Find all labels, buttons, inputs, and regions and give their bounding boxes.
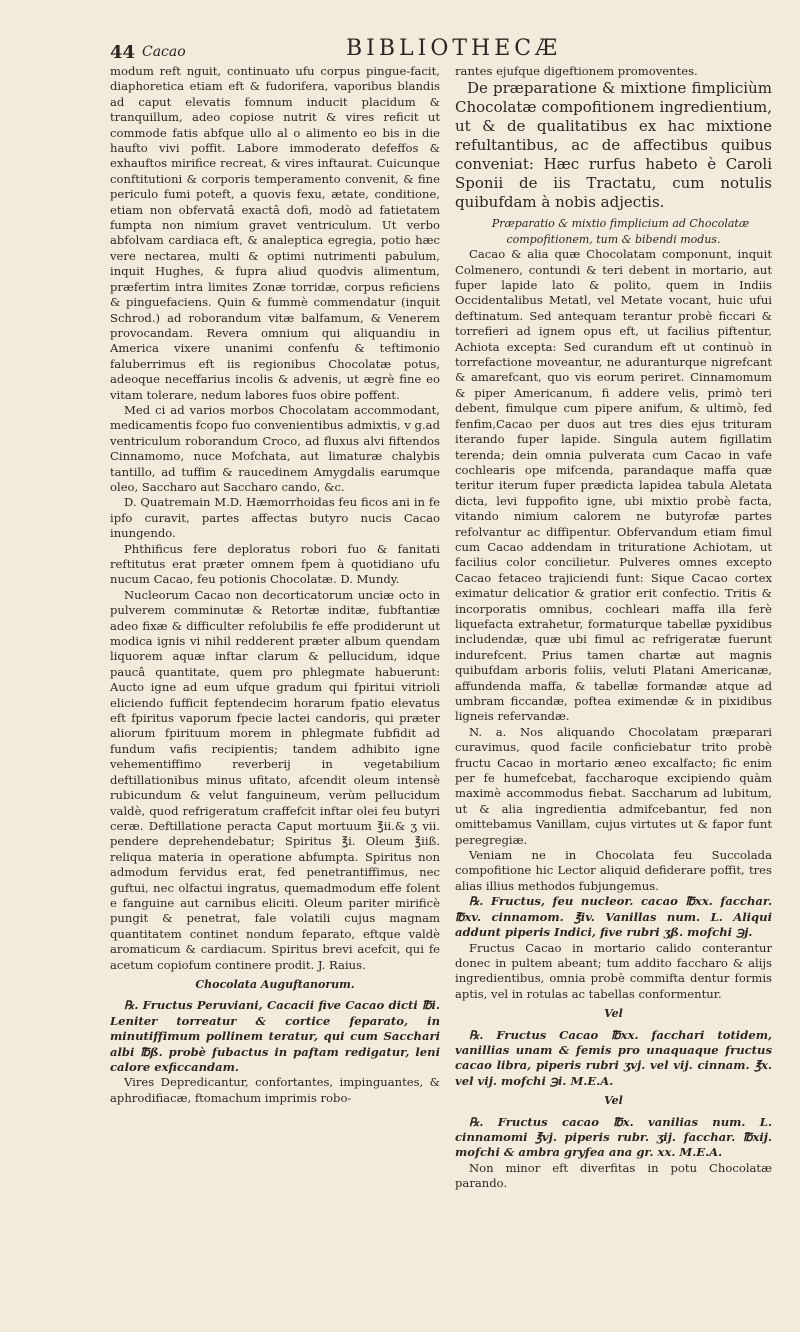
section-title: Chocolata Auguftanorum. [195,977,355,991]
running-head-word: Cacao [142,44,186,60]
recipe: ℞. Fructus cacao ℔x. vanilias num. L. cinnamomi ℥vj. piperis rubr. ʒij. facchar. ℔xij. mofchi & ambra gryfea ana gr. xx. M.E.A. [455,1114,772,1160]
vel-heading: Vel [604,1007,623,1021]
paragraph: D. Quatremain M.D. Hæmorrhoidas feu ficos ani in fe ipfo curavit, partes affectas butyro nucis Cacao inungendo. [110,495,440,541]
intro-paragraph: De præparatione & mixtione fimpliciùm Chocolatæ compofitionem ingredientium, ut & de qualitatibus ex hac mixtione refultantibus, ac de affectibus quibus conveniat: Hæc rurfus habeto è Caroli Sponii de iis Tractatu, cum notulis quibufdam à nobis adjectis. [455,79,772,212]
left-column [110,64,440,1314]
recipe: ℞. Fructus Cacao ℔xx. facchari totidem, vanillias unam & femis pro unaquaque fructus cacao libra, piperis rubri ʒvj. vel vij. cinnam. ℥x. vel vij. mofchi ℈i. M.E.A. [455,1027,772,1088]
closing-paragraph: Vires Depredicantur, confortantes, impinguantes, & aphrodifiacæ, ftomachum imprimis robo- [110,1075,440,1105]
paragraph: Fructus Cacao in mortario calido conterantur donec in pultem abeant; tum addito faccharo & alijs ingredientibus, omnia probè commifta dentur formis aptis, vel in rotulas ac tabellas conformentur. [455,940,772,1001]
continuation-line: rantes ejufque digeftionem promoventes. [455,64,698,78]
paragraph: Nucleorum Cacao non decorticatorum unciæ octo in pulverem comminutæ & Retortæ inditæ, fubftantiæ adeo fixæ & difficulter refolubilis fe effe prodiderunt ut modica ignis vi nihil redderent præter album quendam liquorem aquæ inftar clarum & pellucidum, idque paucâ quantitate, quem pro phlegmate habuerunt: Aucto igne ad eum ufque gradum qui fpiritui vitrioli eliciendo fufficit feptendecim horarum fpatio elevatus eft fpiritus vaporum fpecie lactei candoris, qui præter aliorum fpirituum morem in phlegmate fubfidit ad fundum vafis recipientis; tandem adhibito igne vehementiffimo reverberij in vegetabilium deftillationibus minus ufitato, afcendit oleum intensè rubicundum & velut fanguineum, verùm pellucidum valdè, quod refrigeratum craffefcit inftar olei feu butyri ceræ. Deftillatione peracta Caput mortuum ℥ii.& ʒ vii. pendere deprehendebatur; Spiritus ℥i. Oleum ℥iiß. reliqua materia in operatione abfumpta. Spiritus non admodum fervidus erat, fed penetrantiffimus, nec guftui, nec olfactui ingratus, quemadmodum effe folent e fanguine aut carnibus eliciti. Oleum pariter mirificè pungit & penetrat, fale volatili cujus magnam quantitatem continet nondum feparato, eftque valdè aromaticum & cardiacum. Spiritus brevi acefcit, qui fe acetum copiofum continere prodit. J. Raius. [110,587,440,972]
paragraph: modum reft nguit, continuato ufu corpus pingue-facit, diaphoretica etiam eft & fudorifera, vaporibus blandis ad caput elevatis fomnum inducit placidum & tranquillum, adeo copiose nutrit & vires reficit ut commode fatis abfque ullo al o alimento eo bis in die haufto vivi poffit. Labore immoderato defeffos & exhauftos mirifice recreat, & vires inftaurat. Cuicunque conftitutioni & corporis temperamento convenit, & fine periculo fumi poteft, a quovis fexu, ætate, conditione, etiam non obfervatâ exactâ dofi, modò ad fatietatem fumpta non nimium gravet ventriculum. Ut verbo abfolvam cardiaca eft, & analeptica egregia, potio hæc vere nectarea, multi & optimi nutrimenti pabulum, inquit Hughes, & fupra aliud quodvis alimentum, præfertim intra limites Zonæ torridæ, corpus reficiens & pinguefaciens. Quin & fummè commendatur (inquit Schrod.) ad roborandum vitæ balfamum, & Venerem provocandam. Revera omnium qui aliquandiu in America vixere unanimi confenfu & teftimonio faluberrimus eft iis regionibus Chocolatæ potus, adeoque neceffarius incolis & advenis, ut ægrè fine eo vitam tolerare, nedum labores fuos obire poffent. [110,64,440,402]
running-title: BIBLIOTHECÆ [346,36,562,61]
section-subtitle: Præparatio & mixtio fimplicium ad Chocolatæ compofitionem, tum & bibendi modus. [491,217,750,246]
page-number: 44 [110,42,136,63]
paragraph: Phthificus fere deploratus robori fuo & fanitati reftitutus erat præter omnem fpem à quotidiano ufu nucum Cacao, feu potionis Chocolatæ. D. Mundy. [110,541,440,587]
vel-heading: Vel [604,1094,623,1108]
paragraph: N. a. Nos aliquando Chocolatam præparari curavimus, quod facile conficiebatur trito probè fructu Cacao in mortario æneo excalfacto; fic enim per fe humefcebat, faccharoque excipiendo quàm maximè accommodus fiebat. Saccharum ad lubitum, ut & alia ingredientia admifcebantur, fed non omittebamus Vanillam, cujus virtutes ut & fapor funt peregregiæ. [455,724,772,847]
recipe: ℞. Fructus Peruviani, Cacacii five Cacao dicti ℔i. Leniter torreatur & cortice feparato, in minutiffimum pollinem teratur, qui cum Sacchari albi ℔ß. probè fubactus in paftam redigatur, leni calore exficcandam. [110,998,440,1074]
closing-paragraph: Non minor eft diverfitas in potu Chocolatæ parando. [455,1160,772,1191]
paragraph: Veniam ne in Chocolata feu Succolada compofitione hic Lector aliquid defiderare poffit, tres alias illius methodos fubjungemus. [455,848,772,893]
paragraph: Cacao & alia quæ Chocolatam componunt, inquit Colmenero, contundi & teri debent in mortario, aut fuper lapide lato & polito, quem in Indiis Occidentalibus Metatl, vel Metate vocant, huic ufui deftinatum. Sed antequam terantur probè ficcari & torrefieri ad ignem opus eft, ut facilius piftentur, Achiota excepta: Sed curandum eft ut continuò in torrefactione moveantur, ne aduranturque nigrefcant & amarefcant, quo vis eorum periret. Cinnamomum & piper Americanum, fi addere velis, primò teri debent, fimulque cum pipere anifum, & ultimò, fed fenfim,Cacao per duos aut tres dies ejus trituram iterando fuper lapide. Singula autem figillatim terenda; dein omnia pulverata cum Cacao in vafe cochlearis ope mifcenda, parandaque maffa quæ teritur iterum fuper prædicta lapidea tabula Aletata dicta, levi fuppofito igne, ubi mixtio probè facta, vitando nimium calorem ne butyrofæ partes refolvantur ac diffipentur. Obfervandum etiam fimul cum Cacao addendam in trituratione Achiotam, ut facilius color concilietur. Pulveres omnes excepto Cacao fetaceo trajiciendi funt: Sique Cacao cortex eximatur delicatior & gratior erit confectio. Tritis & incorporatis omnibus, cochleari maffa illa ferè liquefacta extrahetur, formaturque tabellæ pyxidibus includendæ, quæ ubi fimul ac refrigeratæ fuerunt indurefcent. Prius tamen chartæ aut magnis quibufdam arboris foliis, veluti Platani Americanæ, affundenda maffa, & tabellæ formandæ atque ad umbram ficcandæ, poftea eximendæ & in pixidibus ligneis refervandæ. [455,247,772,724]
paragraph: Med ci ad varios morbos Chocolatam accommodant, medicamentis fcopo fuo convenientibus admixtis, v g.ad ventriculum roborandum Croco, ad fluxus alvi fiftendos Cinnamomo, nuce Mofchata, aut limaturæ chalybis tantillo, ad tuffim & raucedinem Amygdalis earumque oleo, Saccharo aut Saccharo cando, &c. [110,402,440,494]
recipe: ℞. Fructus, feu nucleor. cacao ℔xx. facchar. ℔xv. cinnamom. ℥iv. Vanillas num. L. Aliqui addunt piperis Indici, five rubri ʒß. mofchi ℈j. [455,894,772,940]
right-column [455,64,772,1314]
